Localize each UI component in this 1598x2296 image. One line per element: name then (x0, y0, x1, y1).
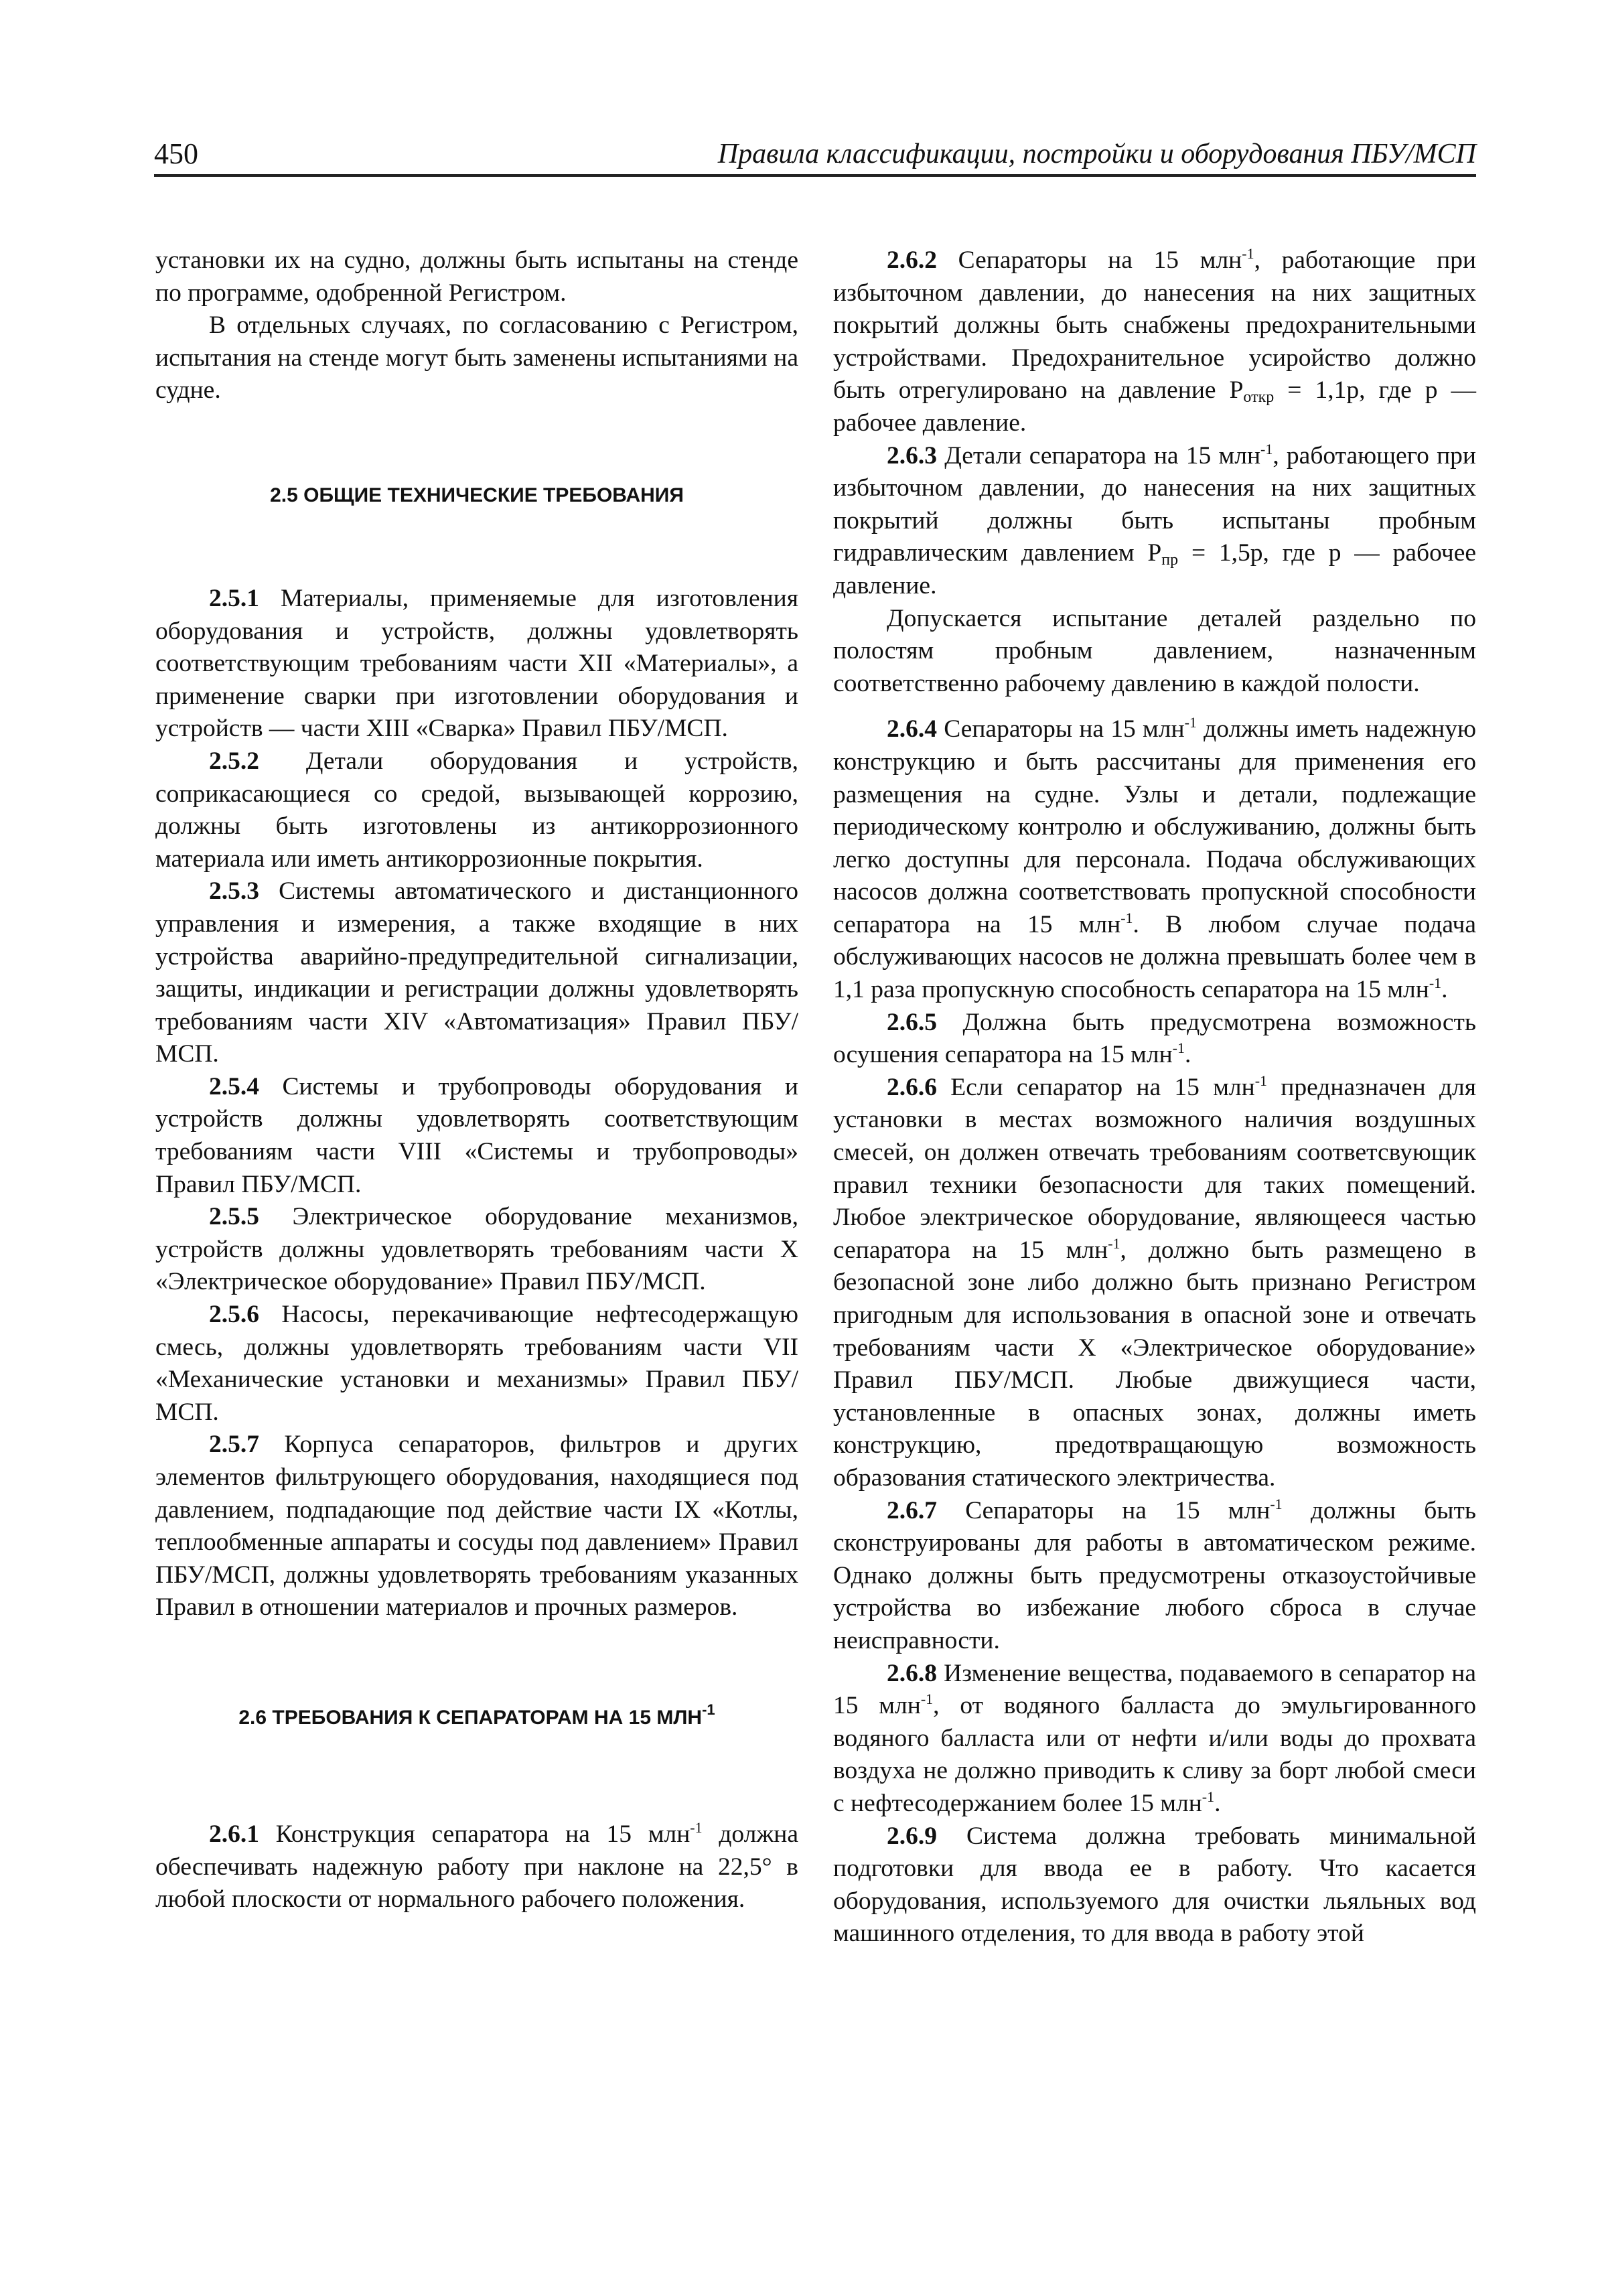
clause-2-5-3 (155, 875, 798, 1071)
clause-number: 2.5.4 (209, 1072, 259, 1100)
clause-2-6-5 (833, 1007, 1476, 1072)
clause-text: Сепараторы на 15 млн (944, 715, 1185, 743)
clause-text: Детали оборудования и устройств, соприкасающиеся со средой, вызывающей коррозию, должны быть изготовлены из антикоррозионного материала или иметь антикоррозионные покрытия. (155, 747, 798, 873)
superscript: -1 (1184, 714, 1197, 731)
clause-2-6-9 (833, 1820, 1476, 1950)
subscript: откр (1243, 388, 1275, 407)
clause-number: 2.5.3 (209, 877, 259, 906)
clause-number: 2.5.5 (209, 1203, 259, 1231)
clause-text: Должна быть предусмотрена возможность осушения сепаратора на 15 млн (833, 1008, 1476, 1069)
clause-text: = 1,1p, где p — рабочее давление. (833, 376, 1477, 437)
clause-text: предназначен для установки в местах возможного наличия воздушных смесей, он должен отвечать требованиям соответсвующик правил техники безопасности для таких помещений. Любое электрическое оборудование, являющееся частью сепаратора на 15 млн (833, 1073, 1477, 1264)
section-heading-2-6 (155, 1701, 798, 1731)
clause-text: Насосы, перекачивающие нефтесодержащую смесь, должны удовлетворять требованиям части VII «Механические установки и механизмы» Правил ПБУ/МСП. (155, 1301, 798, 1426)
heading-text: 2.6 ТРЕБОВАНИЯ К СЕПАРАТОРАМ НА 15 МЛН (238, 1706, 703, 1729)
superscript: -1 (1108, 1234, 1120, 1252)
superscript: -1 (1254, 1072, 1268, 1089)
clause-number: 2.6.6 (887, 1073, 937, 1101)
superscript: -1 (1270, 1495, 1283, 1512)
paragraph-special-cases: В отдельных случаях, по согласованию с Регистром, испытания на стенде могут быть заменены испытаниями на судне. (155, 311, 798, 405)
clause-2-5-1 (155, 583, 798, 745)
superscript: -1 (1429, 975, 1442, 992)
superscript: -1 (1260, 440, 1273, 457)
clause-2-6-4 (833, 713, 1476, 1006)
clause-2-5-2 (155, 745, 798, 875)
clause-number: 2.6.8 (887, 1659, 937, 1687)
running-title: Правила классификации, постройки и оборудования ПБУ/МСП (717, 139, 1476, 169)
clause-text: , от водяного балласта до эмульгированного водяного балласта или от нефти и/или воды до прохвата воздуха не должно приводить к сливу за борт любой смеси с нефтесодержанием более 15 млн (833, 1692, 1476, 1817)
clause-2-6-1 (155, 1818, 798, 1916)
clause-text: Сепараторы на 15 млн (965, 1496, 1270, 1524)
superscript: -1 (690, 1818, 703, 1836)
clause-2-6-3 (833, 440, 1476, 603)
clause-2-6-7 (833, 1495, 1476, 1658)
clause-text: должны иметь надежную конструкцию и быть рассчитаны для применения его размещения на судне. Узлы и детали, подлежащие периодическому контролю и обслуживанию, должны быть легко доступны для персонала. Подача обслуживающих насосов должна соответствовать пропускной способности сепаратора на 15 млн (833, 715, 1476, 938)
clause-number: 2.5.2 (209, 747, 259, 775)
clause-number: 2.6.3 (887, 441, 937, 470)
clause-number: 2.6.9 (887, 1822, 937, 1850)
clause-text: . (1441, 976, 1448, 1004)
clause-2-5-5 (155, 1201, 798, 1299)
clause-number: 2.6.1 (209, 1820, 259, 1848)
clause-2-6-2 (833, 244, 1476, 440)
clause-text: Сепараторы на 15 млн (958, 246, 1242, 274)
clause-text: . (1184, 1041, 1191, 1069)
superscript: -1 (1242, 245, 1254, 262)
clause-number: 2.6.7 (887, 1496, 937, 1524)
clause-text: Материалы, применяемые для изготовления оборудования и устройств, должны удовлетворять соответствующим требованиям части XII «Материалы», а применение сварки при изготовлении оборудования и устройств — части XIII «Сварка» Правил ПБУ/МСП. (155, 584, 798, 743)
clause-text: Системы автоматического и дистанционного управления и измерения, а также входящие в них устройства аварийно-предупредительной сигнализации, защиты, индикации и регистрации должны удовлетворять требованиям части XIV «Автоматизация» Правил ПБУ/МСП. (155, 877, 798, 1068)
left-column (155, 244, 798, 1916)
clause-2-6-8 (833, 1658, 1476, 1820)
clause-number: 2.6.5 (887, 1008, 937, 1036)
superscript: -1 (1202, 1788, 1215, 1805)
clause-text: Детали сепаратора на 15 млн (944, 441, 1261, 470)
clause-text: , работающего при избыточном давлении, до нанесения на них защитных покрытий должны быть испытаны пробным гидравлическим давлением P (833, 441, 1476, 567)
clause-text: = 1,5p, где p — рабочее давление. (833, 539, 1477, 599)
clause-text: Если сепаратор на 15 млн (950, 1073, 1255, 1101)
superscript: -1 (920, 1691, 934, 1708)
clause-text: Системы и трубопроводы оборудования и устройств должны удовлетворять соответствующим требованиям части VIII «Системы и трубопроводы» Правил ПБУ/МСП. (155, 1072, 798, 1198)
clause-text: Электрическое оборудование механизмов, устройств должны удовлетворять требованиям части X «Электрическое оборудование» Правил ПБУ/МСП. (155, 1203, 798, 1296)
clause-2-5-7 (155, 1429, 798, 1624)
clause-text: , работающие при избыточном давлении, до нанесения на них защитных покрытий должны быть снабжены предохранительными устройствами. Предохранительное усиройство должно быть отрегулировано на давление P (833, 246, 1476, 405)
paragraph-allowance: Допускается испытание деталей раздельно по полостям пробным давлением, назначенным соответственно рабочему давлению в каждой полости. (833, 604, 1476, 697)
page-number: 450 (154, 137, 198, 170)
clause-number: 2.6.2 (887, 246, 937, 274)
clause-text: . (1214, 1789, 1221, 1817)
clause-text: должна обеспечивать надежную работу при наклоне на 22,5° в любой плоскости от нормального рабочего положения. (155, 1820, 798, 1914)
clause-2-5-6 (155, 1299, 798, 1429)
clause-text: Система должна требовать минимальной подготовки для ввода ее в работу. Что касается оборудования, используемого для очистки льяльных вод машинного отделения, то для ввода в работу этой (833, 1822, 1477, 1948)
superscript: -1 (1172, 1039, 1185, 1057)
clause-text: должны быть сконструированы для работы в автоматическом режиме. Однако должны быть предусмотрены отказоустойчивые устройства во избежание любого сброса в случае неисправности. (833, 1496, 1476, 1654)
superscript: -1 (1120, 909, 1133, 926)
clause-number: 2.6.4 (887, 715, 937, 743)
clause-text: Корпуса сепараторов, фильтров и других элементов фильтрующего оборудования, находящиеся под давлением, подпадающие под действие части IX «Котлы, теплообменные аппараты и сосуды под давлением» Правил ПБУ/МСП, должны удовлетворять требованиям указанных Правил в отношении материалов и прочных размеров. (155, 1431, 799, 1622)
right-column (833, 244, 1476, 1950)
paragraph-continuation: установки их на судно, должны быть испытаны на стенде по программе, одобренной Регистром. (155, 246, 798, 307)
superscript: -1 (702, 1701, 715, 1718)
subscript: пр (1161, 551, 1179, 569)
clause-number: 2.5.1 (209, 584, 259, 612)
clause-text: Конструкция сепаратора на 15 млн (275, 1820, 691, 1848)
clause-text: . В любом случае подача обслуживающих насосов не должна превышать более чем в 1,1 раза пропускную способность сепаратора на 15 млн (833, 910, 1476, 1004)
page-header (154, 131, 1476, 177)
clause-2-5-4 (155, 1071, 798, 1201)
clause-number: 2.5.7 (209, 1431, 259, 1459)
clause-text: , должно быть размещено в безопасной зоне либо должно быть признано Регистром пригодным для использования в опасной зоне и отвечать требованиям части X «Электрическое оборудование» Правил ПБУ/МСП. Любые движущиеся части, установленные в опасных зонах, должны иметь конструкцию, предотвращающую возможность образования статического электричества. (833, 1236, 1476, 1492)
clause-2-6-6 (833, 1072, 1476, 1495)
clause-text: Изменение вещества, подаваемого в сепаратор на 15 млн (833, 1659, 1477, 1720)
clause-number: 2.5.6 (209, 1301, 259, 1329)
section-heading-2-5: 2.5 ОБЩИЕ ТЕХНИЧЕСКИЕ ТРЕБОВАНИЯ (270, 484, 684, 506)
